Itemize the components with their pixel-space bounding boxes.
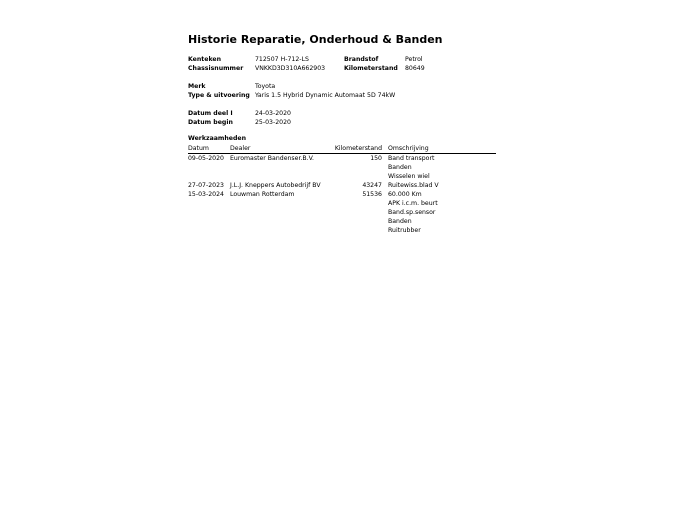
- brandstof-value: Petrol: [405, 56, 423, 63]
- datum-begin-value: 25-03-2020: [255, 119, 291, 126]
- table-header-divider: [188, 153, 496, 154]
- row-omschrijving: Band transport: [388, 155, 435, 162]
- kenteken-value: 712507 H-712-LS: [255, 56, 309, 63]
- row-datum: 27-07-2023: [188, 182, 224, 189]
- row-omschrijving: 60.000 Km: [388, 191, 422, 198]
- row-omschrijving: Banden: [388, 164, 412, 171]
- row-datum: 15-03-2024: [188, 191, 224, 198]
- werkzaamheden-title: Werkzaamheden: [188, 135, 246, 142]
- brandstof-label: Brandstof: [344, 56, 379, 63]
- col-header-dealer: Dealer: [230, 145, 251, 152]
- row-omschrijving: Banden: [388, 218, 412, 225]
- row-dealer: Euromaster Bandenser.B.V.: [230, 155, 315, 162]
- row-dealer: Louwman Rotterdam: [230, 191, 295, 198]
- merk-label: Merk: [188, 83, 206, 90]
- row-kilometerstand: 51536: [362, 191, 382, 198]
- row-dealer: J.L.J. Kneppers Autobedrijf BV: [230, 182, 321, 189]
- chassis-value: VNKKD3D310A662903: [255, 65, 326, 72]
- datum-deel1-value: 24-03-2020: [255, 110, 291, 117]
- datum-deel1-label: Datum deel I: [188, 110, 233, 117]
- kilometerstand-value: 80649: [405, 65, 425, 72]
- row-omschrijving: APK i.c.m. beurt: [388, 200, 438, 207]
- col-header-datum: Datum: [188, 145, 209, 152]
- kenteken-label: Kenteken: [188, 56, 221, 63]
- row-kilometerstand: 43247: [362, 182, 382, 189]
- page-title: Historie Reparatie, Onderhoud & Banden: [188, 33, 443, 46]
- row-kilometerstand: 150: [370, 155, 382, 162]
- chassis-label: Chassisnummer: [188, 65, 244, 72]
- col-header-omschrijving: Omschrijving: [388, 145, 429, 152]
- type-value: Yaris 1.5 Hybrid Dynamic Automaat 5D 74kW: [255, 92, 396, 99]
- row-omschrijving: Ruitewiss.blad V: [388, 182, 439, 189]
- kilometerstand-label: Kilometerstand: [344, 65, 398, 72]
- type-label: Type & uitvoering: [188, 92, 250, 99]
- row-omschrijving: Ruitrubber: [388, 227, 421, 234]
- row-omschrijving: Band.sp.sensor: [388, 209, 436, 216]
- col-header-kilometerstand: Kilometerstand: [334, 145, 382, 152]
- row-omschrijving: Wisselen wiel: [388, 173, 430, 180]
- merk-value: Toyota: [255, 83, 276, 90]
- row-datum: 09-05-2020: [188, 155, 224, 162]
- datum-begin-label: Datum begin: [188, 119, 233, 126]
